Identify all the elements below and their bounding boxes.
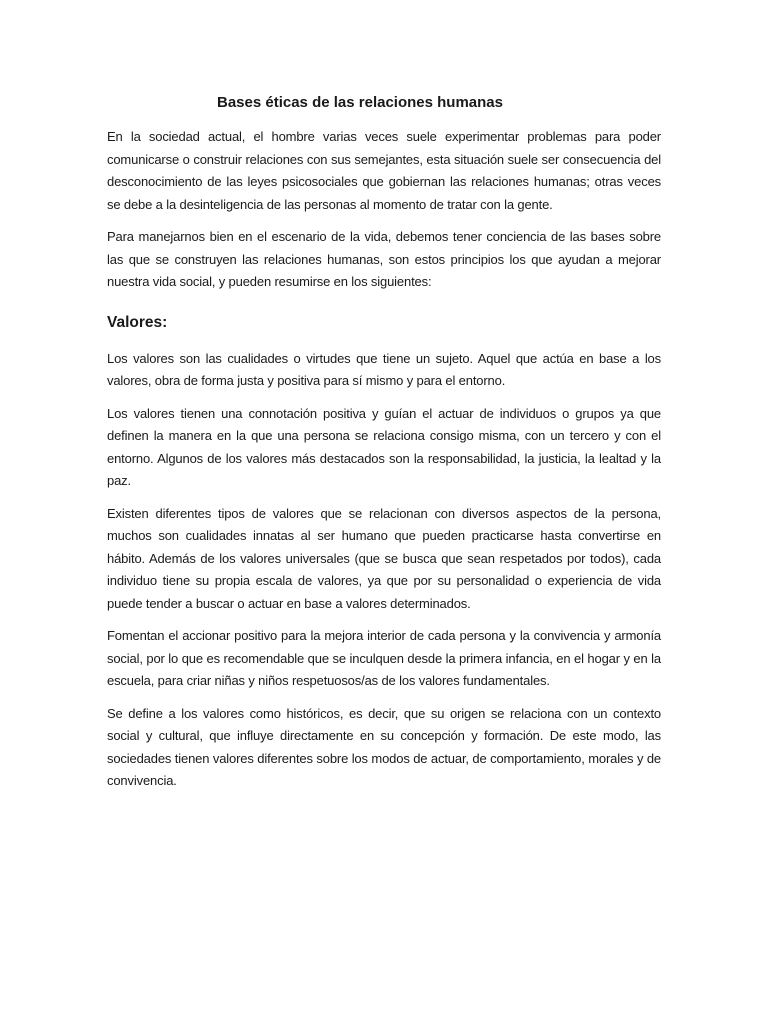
valores-paragraph-2: Los valores tienen una connotación positiva y guían el actuar de individuos o grupos ya que definen la manera en la que una persona se relaciona consigo misma, con un tercero y con el entorno. Algunos de los valores más destacados son la responsabilidad, la justicia, la lealtad y la paz. [107,405,661,488]
document-title: Bases éticas de las relaciones humanas [217,94,503,111]
section-heading-valores: Valores: [107,313,168,331]
valores-paragraph-4: Fomentan el accionar positivo para la mejora interior de cada persona y la convivencia y armonía social, por lo que es recomendable que se inculquen desde la primera infancia, en el hogar y en la escuela, para criar niñas y niños respetuosos/as de los valores fundamentales. [107,628,661,688]
intro-paragraph-2: Para manejarnos bien en el escenario de la vida, debemos tener conciencia de las bases sobre las que se construyen las relaciones humanas, son estos principios los que ayudan a mejorar nuestra vida social, y pueden resumirse en los siguientes: [107,229,661,289]
valores-paragraph-1: Los valores son las cualidades o virtudes que tiene un sujeto. Aquel que actúa en base a los valores, obra de forma justa y positiva para sí mismo y para el entorno. [107,350,661,388]
valores-paragraph-3: Existen diferentes tipos de valores que se relacionan con diversos aspectos de la persona, muchos son cualidades innatas al ser humano que pueden practicarse hasta convertirse en hábito. Además de los valores universales (que se busca que sean respetados por todos), cada individuo tiene su propia escala de valores, ya que por su personalidad o experiencia de vida puede tender a buscar o actuar en base a valores determinados. [107,505,661,611]
valores-paragraph-5: Se define a los valores como históricos, es decir, que su origen se relaciona con un contexto social y cultural, que influye directamente en su concepción y formación. De este modo, las sociedades tienen valores diferentes sobre los modos de actuar, de comportamiento, morales y de convivencia. [107,705,661,788]
document-page [107,92,661,803]
intro-paragraph-1: En la sociedad actual, el hombre varias veces suele experimentar problemas para poder comunicarse o construir relaciones con sus semejantes, esta situación suele ser consecuencia del desconocimiento de las leyes psicosociales que gobiernan las relaciones humanas; otras veces se debe a la desinteligencia de las personas al momento de tratar con la gente. [107,129,661,212]
